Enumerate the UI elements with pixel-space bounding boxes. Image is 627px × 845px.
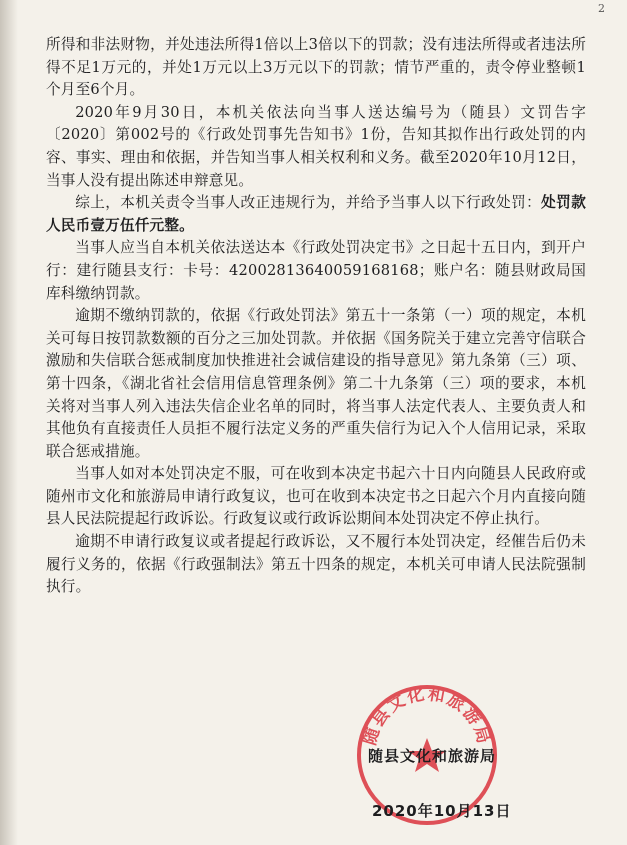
paragraph-payment: [46, 237, 586, 305]
issuing-authority: 随县文化和旅游局: [368, 747, 497, 765]
paragraph-text: 当事人应当自本机关依法送达本《行政处罚决定书》之日起十五日内，到开户行：建行随县支行：卡号：42002813640059168168；账户名：随县财政局国库科缴纳罚款。: [46, 239, 586, 302]
paragraph-text: 综上，本机关责令当事人改正违规行为，并给予当事人以下行政处罚：: [75, 194, 542, 212]
page-number: 2: [598, 2, 605, 15]
paragraph-appeal: [46, 463, 586, 531]
paragraph-enforcement: [46, 531, 586, 599]
paragraph-text: 逾期不缴纳罚款的，依据《行政处罚法》第五十一条第（一）项的规定，本机关可每日按罚款数额的百分之三加处罚款。并依据《国务院关于建立完善守信联合激励和失信联合惩戒制度加快推进社会诚信建设的指导意见》第九条第（三）项、第十四条，《湖北省社会信用信息管理条例》第二十九条第（三）项的要求，本机关将对当事人列入违法失信企业名单的同时，将当事人法定代表人、主要负责人和其他负有直接责任人员拒不履行法定义务的严重失信行为记入个人信用记录，采取联合惩戒措施。: [46, 307, 586, 460]
paragraph-decision: [46, 192, 586, 237]
paragraph-text: 所得和非法财物，并处违法所得1倍以上3倍以下的罚款；没有违法所得或者违法所得不足1万元的，并处1万元以上3万元以下的罚款；情节严重的，责令停业整顿1个月至6个月。: [46, 36, 586, 99]
paragraph-notice-delivery: [46, 102, 586, 192]
paragraph-text: 逾期不申请行政复议或者提起行政诉讼，又不履行本处罚决定，经催告后仍未履行义务的，依据《行政强制法》第五十四条的规定，本机关可申请人民法院强制执行。: [46, 533, 586, 596]
paragraph-text: 2020年9月30日，本机关依法向当事人送达编号为（随县）文罚告字〔2020〕第002号的《行政处罚事先告知书》1份，告知其拟作出行政处罚的内容、事实、理由和依据，并告知当事人相关权利和义务。截至2020年10月12日，当事人没有提出陈述申辩意见。: [46, 103, 586, 189]
seal-text: 随县文化和旅游局: [360, 684, 494, 748]
paragraph-overdue: [46, 305, 586, 463]
body-text: [46, 34, 586, 599]
issue-date: 2020年10月13日: [372, 802, 512, 820]
paragraph-penalty-basis: [46, 34, 586, 102]
scan-edge-shadow: [0, 0, 18, 845]
paragraph-text: 当事人如对本处罚决定不服，可在收到本决定书起六十日内向随县人民政府或随州市文化和旅游局申请行政复议，也可在收到本决定书之日起六个月内直接向随县人民法院提起行政诉讼。行政复议或行政诉讼期间本处罚决定不停止执行。: [46, 465, 586, 528]
penalty-amount: 处罚款人民币壹万伍仟元整。: [46, 194, 586, 234]
